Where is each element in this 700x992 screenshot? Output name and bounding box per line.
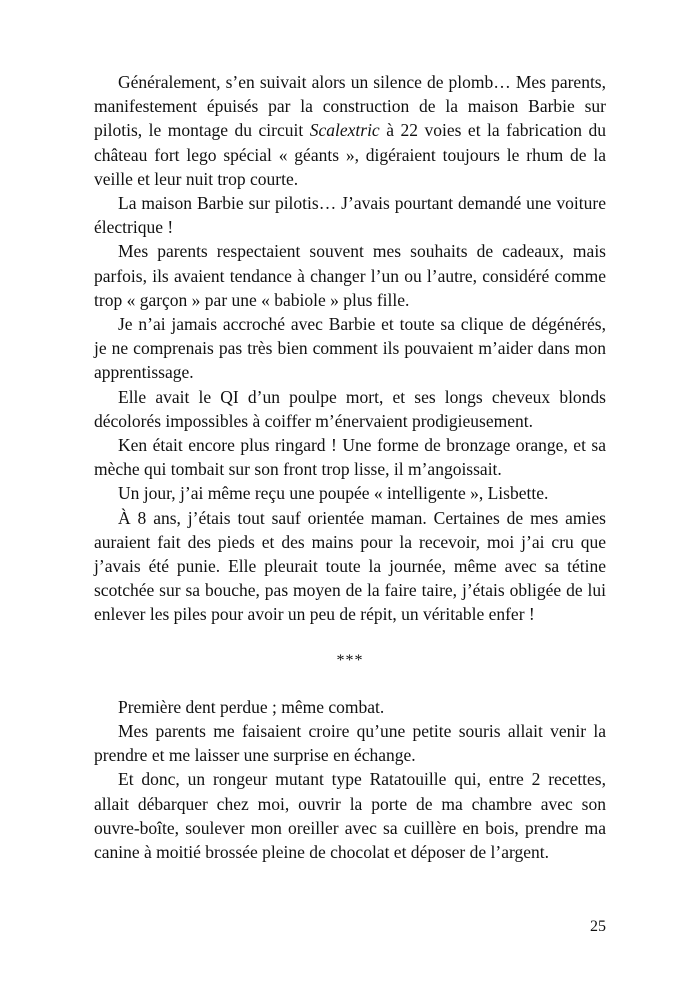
section-separator: *** (336, 651, 364, 669)
emphasis-scalextric: Scalextric (309, 120, 380, 141)
paragraph: Je n’ai jamais accroché avec Barbie et toute sa clique de dégénérés, je ne comprenais pas très bien comment ils pouvaient m’aider dans mon apprentissage. (94, 314, 606, 383)
paragraph: Elle avait le QI d’un poulpe mort, et ses longs cheveux blonds décolorés impossibles à coiffer m’énervaient prodigieusement. (94, 386, 606, 431)
paragraph: Et donc, un rongeur mutant type Ratatouille qui, entre 2 recettes, allait débarquer chez moi, ouvrir la porte de ma chambre avec son ouvre-boîte, soulever mon oreiller avec sa cuillère en bois, prendre ma canine à moitié brossée pleine de chocolat et déposer de l’argent. (94, 769, 606, 863)
paragraph: La maison Barbie sur pilotis… J’avais pourtant demandé une voiture électrique ! (94, 193, 606, 238)
paragraph: Première dent perdue ; même combat. (118, 696, 385, 717)
paragraph: Un jour, j’ai même reçu une poupée « intelligente », Lisbette. (118, 483, 549, 504)
paragraph: À 8 ans, j’étais tout sauf orientée maman. Certaines de mes amies auraient fait des pieds et des mains pour la recevoir, moi j’ai cru que j’avais été punie. Elle pleurait toute la journée, même avec sa tétine scotchée sur sa bouche, pas moyen de la faire taire, j’étais obligée de lui enlever les piles pour avoir un peu de répit, un véritable enfer ! (94, 507, 606, 625)
body-text (94, 70, 606, 864)
paragraph: Mes parents respectaient souvent mes souhaits de cadeaux, mais parfois, ils avaient tendance à changer l’un ou l’autre, considéré comme trop « garçon » par une « babiole » plus fille. (94, 241, 606, 310)
paragraph: Ken était encore plus ringard ! Une forme de bronzage orange, et sa mèche qui tombait sur son front trop lisse, il m’angoissait. (94, 435, 606, 480)
paragraph: Mes parents me faisaient croire qu’une petite souris allait venir la prendre et me laisser une surprise en échange. (94, 721, 606, 766)
paragraph: Généralement, s’en suivait alors un silence de plomb… Mes parents, manifestement épuisés par la construction de la maison Barbie sur pilotis, le montage du circuit Scalextric à 22 voies et la fabrication du château fort lego spécial « géants », digéraient toujours le rhum de la veille et leur nuit trop courte. (94, 72, 606, 189)
page-number: 25 (590, 918, 606, 935)
